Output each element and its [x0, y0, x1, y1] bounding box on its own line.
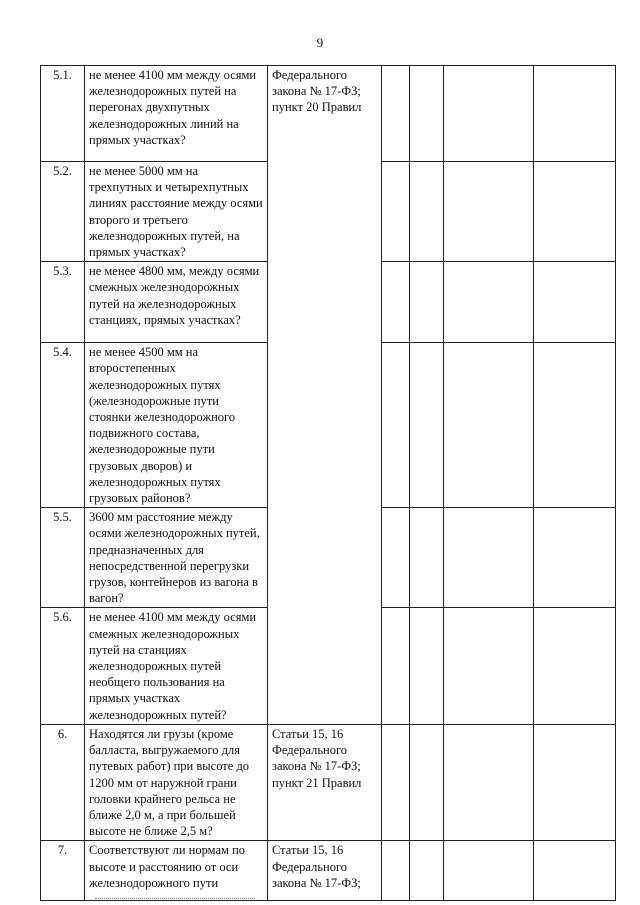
item-question: не менее 4100 мм между осями смежных железнодорожных путей на станциях железнодорожных путей необщего пользования на прямых участках железнодорожных путей? [85, 608, 268, 724]
answer-not-applicable-cell [444, 608, 534, 724]
item-number: 7. [41, 841, 85, 901]
note-cell [534, 508, 616, 608]
item-question: не менее 5000 мм на трехпутных и четырехпутных линиях расстояние между осями второго и третьего железнодорожных путей, на прямых участках? [85, 162, 268, 262]
item-number: 6. [41, 724, 85, 840]
answer-no-cell [410, 162, 444, 262]
item-question: Находятся ли грузы (кроме балласта, выгружаемого для путевых работ) при высоте до 1200 мм от наружной грани головки крайнего рельса не ближе 2,0 м, а при большей высоте не ближе 2,5 м? [85, 724, 268, 840]
page-number: 9 [316, 35, 324, 50]
answer-yes-cell [382, 162, 410, 262]
note-cell [534, 343, 616, 508]
table-row [41, 841, 616, 901]
item-number: 5.4. [41, 343, 85, 508]
item-number: 5.1. [41, 66, 85, 162]
answer-yes-cell [382, 66, 410, 162]
answer-yes-cell [382, 508, 410, 608]
item-number: 5.6. [41, 608, 85, 724]
answer-no-cell [410, 608, 444, 724]
note-cell [534, 162, 616, 262]
answer-yes-cell [382, 608, 410, 724]
note-cell [534, 262, 616, 343]
table-row [41, 66, 616, 162]
item-number: 5.2. [41, 162, 85, 262]
item-legal-reference: Федерального закона № 17-ФЗ; пункт 20 Правил [268, 66, 382, 725]
item-question: 3600 мм расстояние между осями железнодорожных путей, предназначенных для непосредственной перегрузки грузов, контейнеров из вагона в вагон? [85, 508, 268, 608]
answer-not-applicable-cell [444, 343, 534, 508]
answer-no-cell [410, 724, 444, 840]
answer-not-applicable-cell [444, 841, 534, 901]
item-number: 5.5. [41, 508, 85, 608]
answer-yes-cell [382, 724, 410, 840]
item-question: не менее 4100 мм между осями железнодорожных путей на перегонах двухпутных железнодорожных линий на прямых участках? [85, 66, 268, 162]
answer-yes-cell [382, 262, 410, 343]
scan-artifact-line [95, 898, 255, 901]
table-row [41, 724, 616, 840]
item-question: не менее 4800 мм, между осями смежных железнодорожных путей на железнодорожных станциях, прямых участках? [85, 262, 268, 343]
answer-yes-cell [382, 841, 410, 901]
answer-no-cell [410, 262, 444, 343]
answer-no-cell [410, 508, 444, 608]
answer-no-cell [410, 343, 444, 508]
answer-not-applicable-cell [444, 162, 534, 262]
note-cell [534, 66, 616, 162]
answer-no-cell [410, 66, 444, 162]
item-legal-reference: Статьи 15, 16 Федерального закона № 17-ФЗ; [268, 841, 382, 901]
answer-no-cell [410, 841, 444, 901]
answer-not-applicable-cell [444, 724, 534, 840]
answer-not-applicable-cell [444, 508, 534, 608]
item-number: 5.3. [41, 262, 85, 343]
answer-not-applicable-cell [444, 66, 534, 162]
note-cell [534, 841, 616, 901]
item-question: Соответствуют ли нормам по высоте и расстоянию от оси железнодорожного пути [85, 841, 268, 901]
item-question: не менее 4500 мм на второстепенных железнодорожных путях (железнодорожные пути стоянки железнодорожного подвижного состава, железнодорожные пути грузовых дворов) и железнодорожных путях грузовых районов? [85, 343, 268, 508]
note-cell [534, 608, 616, 724]
note-cell [534, 724, 616, 840]
answer-yes-cell [382, 343, 410, 508]
answer-not-applicable-cell [444, 262, 534, 343]
item-legal-reference: Статьи 15, 16 Федерального закона № 17-ФЗ; пункт 21 Правил [268, 724, 382, 840]
checklist-table [40, 65, 616, 901]
